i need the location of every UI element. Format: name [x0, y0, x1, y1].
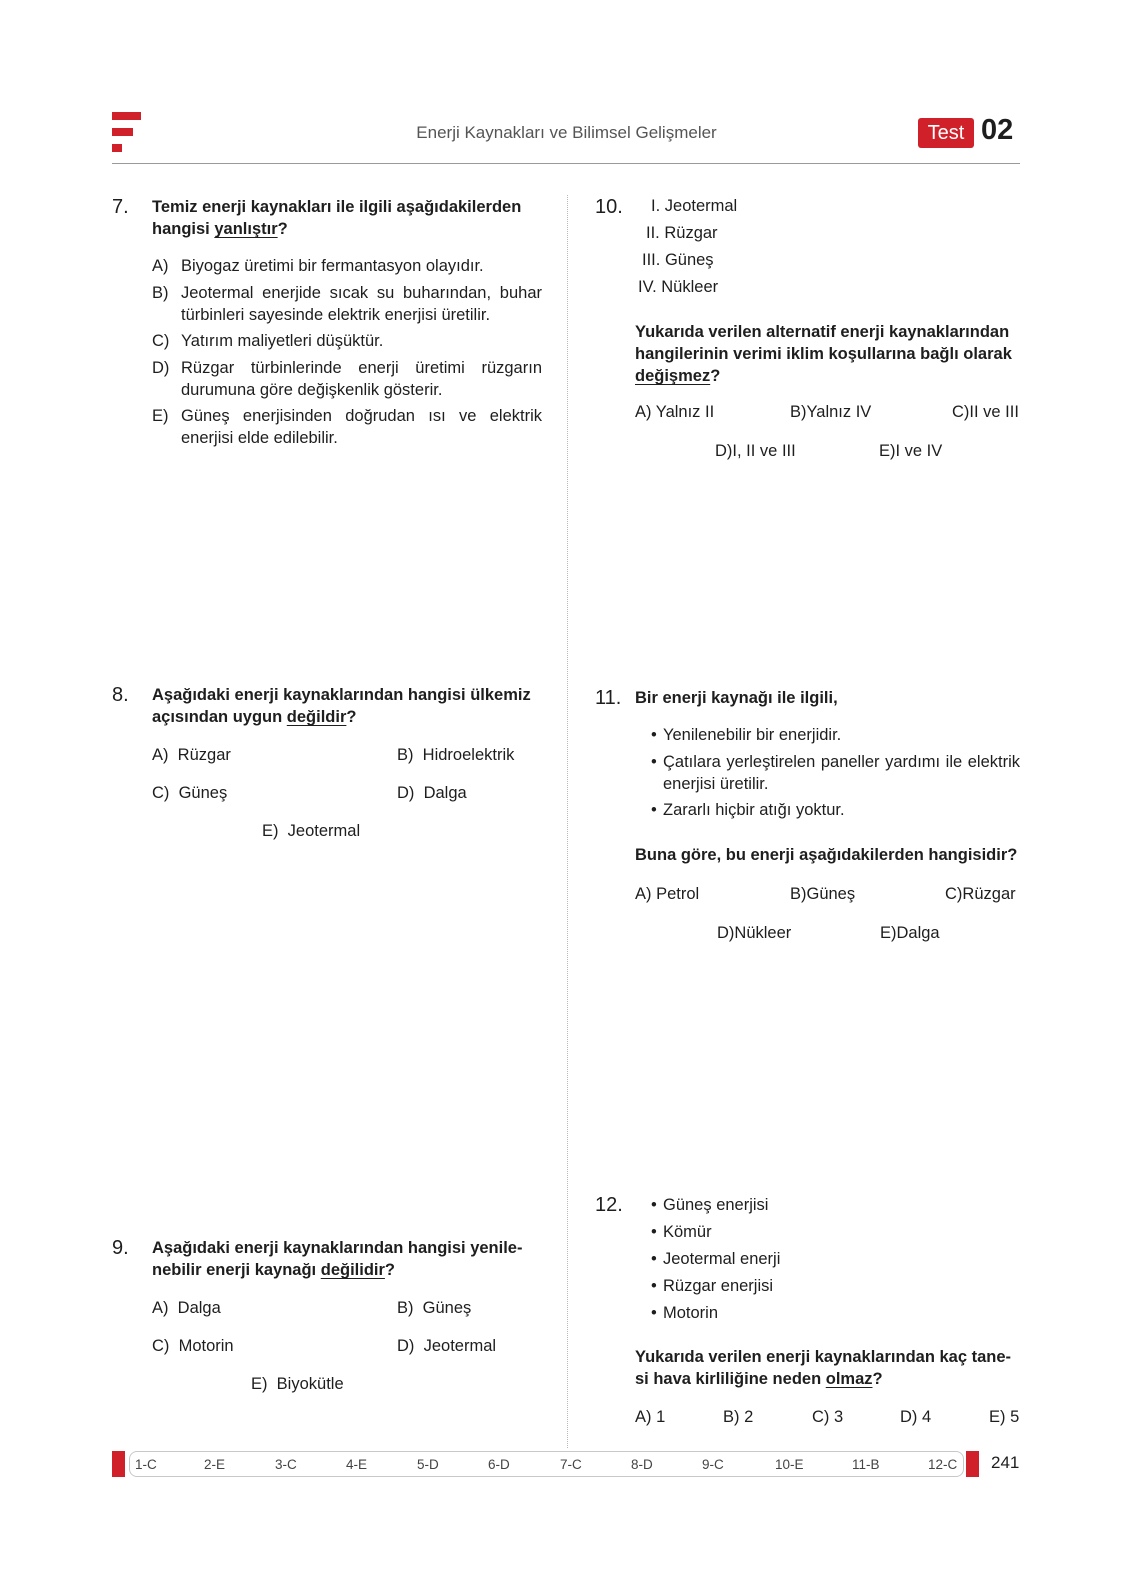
option-d[interactable]: D) Dalga: [397, 784, 467, 802]
option-d[interactable]: D) Rüzgar türbinlerinde enerji üretimi rüzgarın durumuna göre değişkenlik gösterir.: [152, 359, 542, 399]
test-number: 02: [981, 114, 1014, 146]
question-number: 11.: [595, 687, 622, 709]
option-e[interactable]: E)Dalga: [880, 924, 940, 942]
option-c[interactable]: C) 3: [812, 1408, 844, 1426]
question-number: 9.: [112, 1237, 129, 1259]
question-number: 7.: [112, 196, 129, 218]
answer-key-item: 9-C: [702, 1457, 724, 1472]
question-stem: Buna göre, bu enerji aşağıdakilerden hangisidir?: [635, 846, 1018, 864]
option-a[interactable]: A) 1: [635, 1408, 666, 1426]
bullet-item: • Jeotermal enerji: [651, 1250, 781, 1268]
option-b[interactable]: B)Güneş: [790, 885, 856, 903]
option-b[interactable]: B) Hidroelektrik: [397, 746, 515, 764]
page-number: 241: [991, 1453, 1020, 1472]
option-c[interactable]: C) Güneş: [152, 784, 228, 802]
answer-key-item: 12-C: [928, 1457, 958, 1472]
header-divider: [112, 163, 1020, 164]
option-e[interactable]: E) Jeotermal: [262, 822, 361, 840]
option-b[interactable]: B) 2: [723, 1408, 754, 1426]
option-a[interactable]: A) Yalnız II: [635, 403, 715, 421]
option-d[interactable]: D) Jeotermal: [397, 1337, 497, 1355]
option-a[interactable]: A) Dalga: [152, 1299, 221, 1317]
question-number: 10.: [595, 196, 623, 218]
statement-item: IV. Nükleer: [638, 278, 719, 296]
answer-key-box: [129, 1451, 964, 1477]
bullet-item: • Motorin: [651, 1304, 719, 1322]
answer-key-item: 7-C: [560, 1457, 582, 1472]
bullet-item: • Zararlı hiçbir atığı yoktur.: [651, 801, 845, 819]
option-e[interactable]: E) 5: [989, 1408, 1020, 1426]
option-a[interactable]: A) Rüzgar: [152, 746, 231, 764]
option-d[interactable]: D)I, II ve III: [715, 442, 796, 460]
question-stem: Yukarıda verilen alternatif enerji kaynaklarından hangilerinin verimi iklim koşullarına bağlı olarak değişmez?: [635, 323, 1012, 385]
question-intro: Bir enerji kaynağı ile ilgili,: [635, 689, 838, 707]
option-a[interactable]: A) Biyogaz üretimi bir fermantasyon olayıdır.: [152, 257, 484, 275]
answer-key-item: 10-E: [775, 1457, 804, 1472]
bullet-item: • Çatılara yerleştirelen paneller yardımı ile elektrik enerjisi üretilir.: [651, 753, 1020, 793]
statement-item: II. Rüzgar: [646, 224, 718, 242]
answer-key-item: 1-C: [135, 1457, 157, 1472]
option-e[interactable]: E) Biyokütle: [251, 1375, 344, 1393]
bullet-item: • Kömür: [651, 1223, 712, 1241]
option-b[interactable]: B) Güneş: [397, 1299, 472, 1317]
option-c[interactable]: C)II ve III: [952, 403, 1019, 421]
answer-key-item: 2-E: [204, 1457, 226, 1472]
statement-item: I. Jeotermal: [651, 197, 738, 215]
option-e[interactable]: E)I ve IV: [879, 442, 943, 460]
option-c[interactable]: C) Motorin: [152, 1337, 234, 1355]
statement-item: III. Güneş: [642, 251, 714, 269]
question-number: 12.: [595, 1194, 623, 1216]
option-c[interactable]: C) Yatırım maliyetleri düşüktür.: [152, 332, 384, 350]
column-divider: [567, 195, 568, 1448]
bullet-item: • Rüzgar enerjisi: [651, 1277, 774, 1295]
answer-bar-right-marker: [966, 1451, 979, 1477]
option-d[interactable]: D) 4: [900, 1408, 932, 1426]
question-stem: Temiz enerji kaynakları ile ilgili aşağıdakilerden hangisi yanlıştır?: [152, 198, 522, 238]
answer-key-item: 11-B: [852, 1457, 880, 1472]
test-badge: Test: [918, 118, 974, 148]
bullet-item: • Yenilenebilir bir enerjidir.: [651, 726, 842, 744]
option-b[interactable]: B)Yalnız IV: [790, 403, 872, 421]
option-e[interactable]: E) Güneş enerjisinden doğrudan ısı ve elektrik enerjisi elde edilebilir.: [152, 407, 542, 447]
question-number: 8.: [112, 684, 129, 706]
answer-key-item: 8-D: [631, 1457, 653, 1472]
answer-key-item: 6-D: [488, 1457, 510, 1472]
option-c[interactable]: C)Rüzgar: [945, 885, 1016, 903]
question-stem: Aşağıdaki enerji kaynaklarından hangisi ülkemiz açısından uygun değildir?: [152, 686, 531, 726]
answer-bar-left-marker: [112, 1451, 125, 1477]
option-a[interactable]: A) Petrol: [635, 885, 700, 903]
bullet-item: • Güneş enerjisi: [651, 1196, 769, 1214]
option-b[interactable]: B) Jeotermal enerjide sıcak su buharından, buhar türbinleri sayesinde elektrik enerjisi üretilir.: [152, 284, 542, 324]
option-d[interactable]: D)Nükleer: [717, 924, 792, 942]
answer-key-item: 5-D: [417, 1457, 439, 1472]
answer-key-item: 4-E: [346, 1457, 368, 1472]
page-header-title: Enerji Kaynakları ve Bilimsel Gelişmeler: [416, 123, 717, 142]
answer-key-item: 3-C: [275, 1457, 297, 1472]
question-stem: Yukarıda verilen enerji kaynaklarından kaç tane-si hava kirliliğine neden olmaz?: [635, 1348, 1012, 1388]
question-stem: Aşağıdaki enerji kaynaklarından hangisi yenile-nebilir enerji kaynağı değilidir?: [152, 1239, 523, 1279]
